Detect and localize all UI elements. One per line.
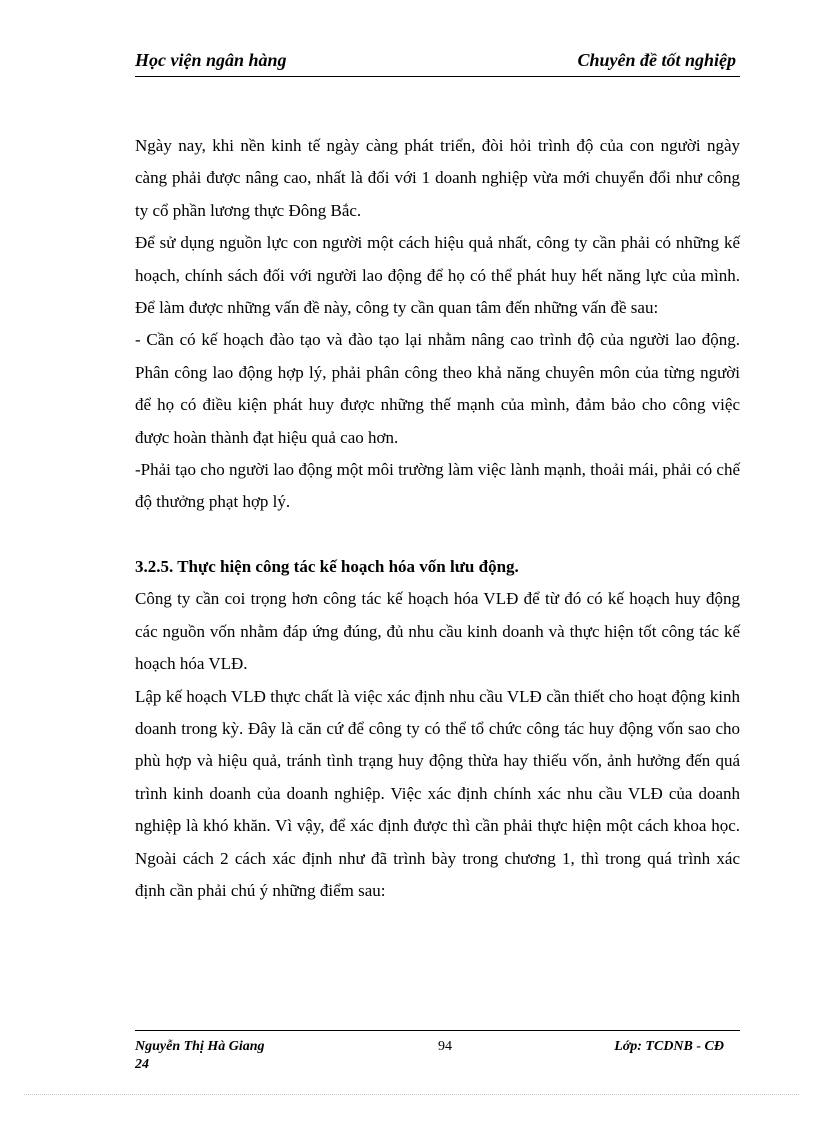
footer-class: Lớp: TCDNB - CĐ	[614, 1039, 724, 1054]
paragraph-3: - Cần có kế hoạch đào tạo và đào tạo lại nhằm nâng cao trình độ của người lao động. Phân công lao động hợp lý, phải phân công theo khả năng chuyên môn của từng người để họ có điều kiện phát huy được những thế mạnh của mình, đảm bảo cho công việc được hoàn thành đạt hiệu quả cao hơn.	[135, 330, 740, 447]
footer-number: 24	[135, 1057, 149, 1072]
paragraph-4: -Phải tạo cho người lao động một môi trường làm việc lành mạnh, thoải mái, phải có chế độ thưởng phạt hợp lý.	[135, 460, 740, 512]
page-footer	[135, 1039, 740, 1079]
section-paragraph-1: Công ty cần coi trọng hơn công tác kế hoạch hóa VLĐ để từ đó có kế hoạch huy động các nguồn vốn nhằm đáp ứng đúng, đủ nhu cầu kinh doanh và thực hiện tốt công tác kế hoạch hóa VLĐ.	[135, 589, 740, 674]
header-doc-type: Chuyên đề tốt nghiệp	[577, 50, 736, 70]
section-heading: 3.2.5. Thực hiện công tác kế hoạch hóa vốn lưu động.	[135, 556, 519, 576]
page-number: 94	[438, 1039, 452, 1054]
footer-author: Nguyễn Thị Hà Giang	[135, 1039, 265, 1054]
footer-divider	[135, 1030, 740, 1031]
paragraph-1: Ngày nay, khi nền kinh tế ngày càng phát triển, đòi hỏi trình độ của con người ngày càng phải được nâng cao, nhất là đối với 1 doanh nghiệp vừa mới chuyển đổi như công ty cổ phần lương thực Đông Bắc.	[135, 136, 740, 220]
section-paragraph-2: Lập kế hoạch VLĐ thực chất là việc xác định nhu cầu VLĐ cần thiết cho hoạt động kinh doanh trong kỳ. Đây là căn cứ để công ty có thể tổ chức công tác huy động vốn sao cho phù hợp và hiệu quả, tránh tình trạng huy động thừa hay thiếu vốn, ảnh hưởng đến quá trình kinh doanh của doanh nghiệp. Việc xác định chính xác nhu cầu VLĐ của doanh nghiệp là khó khăn. Vì vậy, để xác định được thì cần phải thực hiện một cách khoa học. Ngoài cách 2 cách xác định như đã trình bày trong chương 1, thì trong quá trình xác định cần phải chú ý những điểm sau:	[135, 686, 740, 900]
page-edge-divider	[24, 1094, 799, 1095]
document-body	[135, 130, 740, 907]
paragraph-2: Để sử dụng nguồn lực con người một cách hiệu quả nhất, công ty cần phải có những kế hoạch, chính sách đối với người lao động để họ có thể phát huy hết năng lực của mình. Để làm được những vấn đề này, công ty cần quan tâm đến những vấn đề sau:	[135, 233, 740, 318]
page-header	[135, 46, 740, 77]
header-institution: Học viện ngân hàng	[135, 50, 287, 70]
